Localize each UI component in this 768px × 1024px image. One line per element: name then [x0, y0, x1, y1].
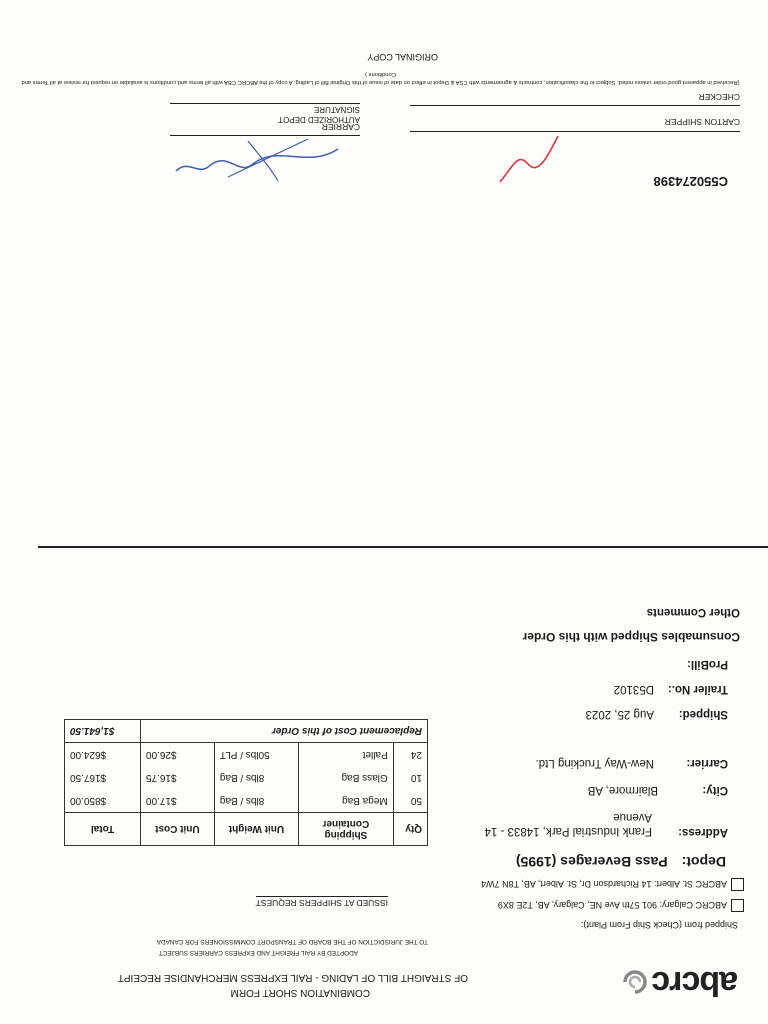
form-title-line-2: OF STRAIGHT BILL OF LADING - RAIL EXPRESS MERCHANDISE RECEIPT: [117, 972, 468, 983]
trailer-line: [614, 683, 728, 695]
carrier-signature-line: [170, 135, 360, 136]
form-subtitle: [28, 936, 428, 958]
probill-line: [654, 658, 728, 670]
checker-label: CHECKER: [698, 92, 740, 102]
shipped-label: Shipped:: [678, 708, 728, 720]
cell-qty: 24: [393, 743, 427, 767]
checker-line: [410, 105, 740, 106]
table-header-row: [65, 813, 428, 846]
cell-container: Glass Bag: [299, 766, 394, 789]
form-subtitle-line-2: TO THE JURISDICTION OF THE BOARD OF TRANSPORT COMMISSIONERS FOR CANADA: [156, 938, 428, 945]
cell-unit-cost: $16.75: [140, 766, 214, 789]
table-row: [65, 743, 428, 767]
document-code: C550274398: [653, 174, 728, 189]
col-total: Total: [65, 813, 141, 846]
plant-calgary-label: ABCRC Calgary: 901 57th Ave NE, Calgary, AB, T2E 8X9: [497, 900, 727, 911]
carton-shipper-label: CARTON SHIPPER: [664, 117, 740, 127]
issued-at-shippers-request: ISSUED AT SHIPPERS REQUEST: [255, 898, 388, 908]
col-unit-cost: Unit Cost: [140, 813, 214, 846]
cell-qty: 50: [393, 789, 427, 813]
depot-line: [516, 854, 726, 870]
form-title: [28, 970, 468, 1000]
table-row: [65, 766, 428, 789]
plant-option-calgary[interactable]: [498, 899, 744, 912]
probill-label: ProBill:: [687, 658, 728, 670]
abcrc-logo: [622, 963, 738, 1002]
cell-total: $624.00: [65, 743, 141, 767]
depot-value: Pass Beverages (1995): [515, 854, 668, 870]
consumables-heading: Consumables Shipped with this Order: [522, 630, 740, 644]
address-label: Address:: [678, 826, 728, 838]
brand-text: abcrc: [652, 964, 738, 1002]
plant-st-albert-checkbox[interactable]: [731, 878, 744, 891]
shipping-container-table: [64, 719, 428, 846]
carrier-signature-label: CARRIER: [321, 122, 360, 132]
depot-label: Depot:: [681, 854, 726, 870]
cell-unit-cost: $17.00: [140, 789, 214, 813]
cell-unit-weight: 50lbs / PLT: [214, 743, 298, 767]
cell-unit-weight: 8lbs / Bag: [214, 789, 298, 813]
table-row: [65, 789, 428, 813]
plant-st-albert-label: ABCRC St. Albert: 14 Richardson Dr, St. Albert, AB, T8N 7W4: [481, 879, 727, 890]
replacement-cost-label: Replacement Cost of this Order: [140, 720, 427, 743]
carrier-signature: [168, 129, 348, 189]
original-copy-label: ORIGINAL COPY: [367, 52, 438, 62]
section-divider: [38, 546, 768, 548]
replacement-cost-total: $1,641.50: [65, 720, 141, 743]
address-line: [452, 810, 728, 838]
trailer-label: Trailer No.:: [667, 683, 728, 695]
authorized-signature-label: AUTHORIZED DEPOT SIGNATURE: [278, 105, 360, 124]
plant-calgary-checkbox[interactable]: [731, 899, 744, 912]
cell-container: Mega Bag: [299, 789, 394, 813]
shipped-date-line: [586, 708, 728, 720]
city-value: Blairmore, AB: [587, 784, 658, 796]
cell-container: Pallet: [299, 743, 394, 767]
other-comments-heading: Other Comments: [646, 606, 740, 618]
cell-total: $167.50: [65, 766, 141, 789]
address-value: Frank Industrial Park, 14833 - 14 Avenue: [484, 811, 652, 837]
city-line: [588, 784, 728, 796]
col-unit-weight: Unit Weight: [214, 813, 298, 846]
carrier-line: [536, 757, 728, 769]
cell-unit-weight: 8lbs / Bag: [214, 766, 298, 789]
carrier-label: Carrier:: [686, 757, 728, 769]
carton-shipper-line: [410, 131, 740, 132]
plant-option-st-albert[interactable]: [481, 878, 744, 891]
cell-qty: 10: [393, 766, 427, 789]
trailer-value: D53102: [613, 683, 654, 695]
logo-swirl-icon: [622, 970, 648, 996]
shipped-from-label: Shipped from (Check Ship From Plant):: [580, 920, 738, 930]
carrier-value: New-Way Trucking Ltd.: [535, 757, 654, 769]
table-footer-row: [65, 720, 428, 743]
col-qty: Qty: [393, 813, 427, 846]
form-subtitle-line-1: ADOPTED BY RAIL FREIGHT AND EXPRESS CARRIERS SUBJECT: [158, 949, 358, 956]
city-label: City:: [702, 784, 728, 796]
form-title-line-1: COMBINATION SHORT FORM: [230, 987, 370, 998]
cell-total: $850.00: [65, 789, 141, 813]
terms-disclaimer: (Received in apparent good order unless noted. Subject to the classification, contracts & agreements with CSA & Depot in effect on date of issue of this Original Bill of Lading. A copy of the ABCRC CBA with all terms and conditions is available on request for review at all Terms and Conditions ): [21, 71, 740, 85]
carton-shipper-signature: [488, 126, 568, 186]
shipped-value: Aug 25, 2023: [585, 708, 654, 720]
col-container: Shipping Container: [299, 813, 394, 846]
cell-unit-cost: $26.00: [140, 743, 214, 767]
